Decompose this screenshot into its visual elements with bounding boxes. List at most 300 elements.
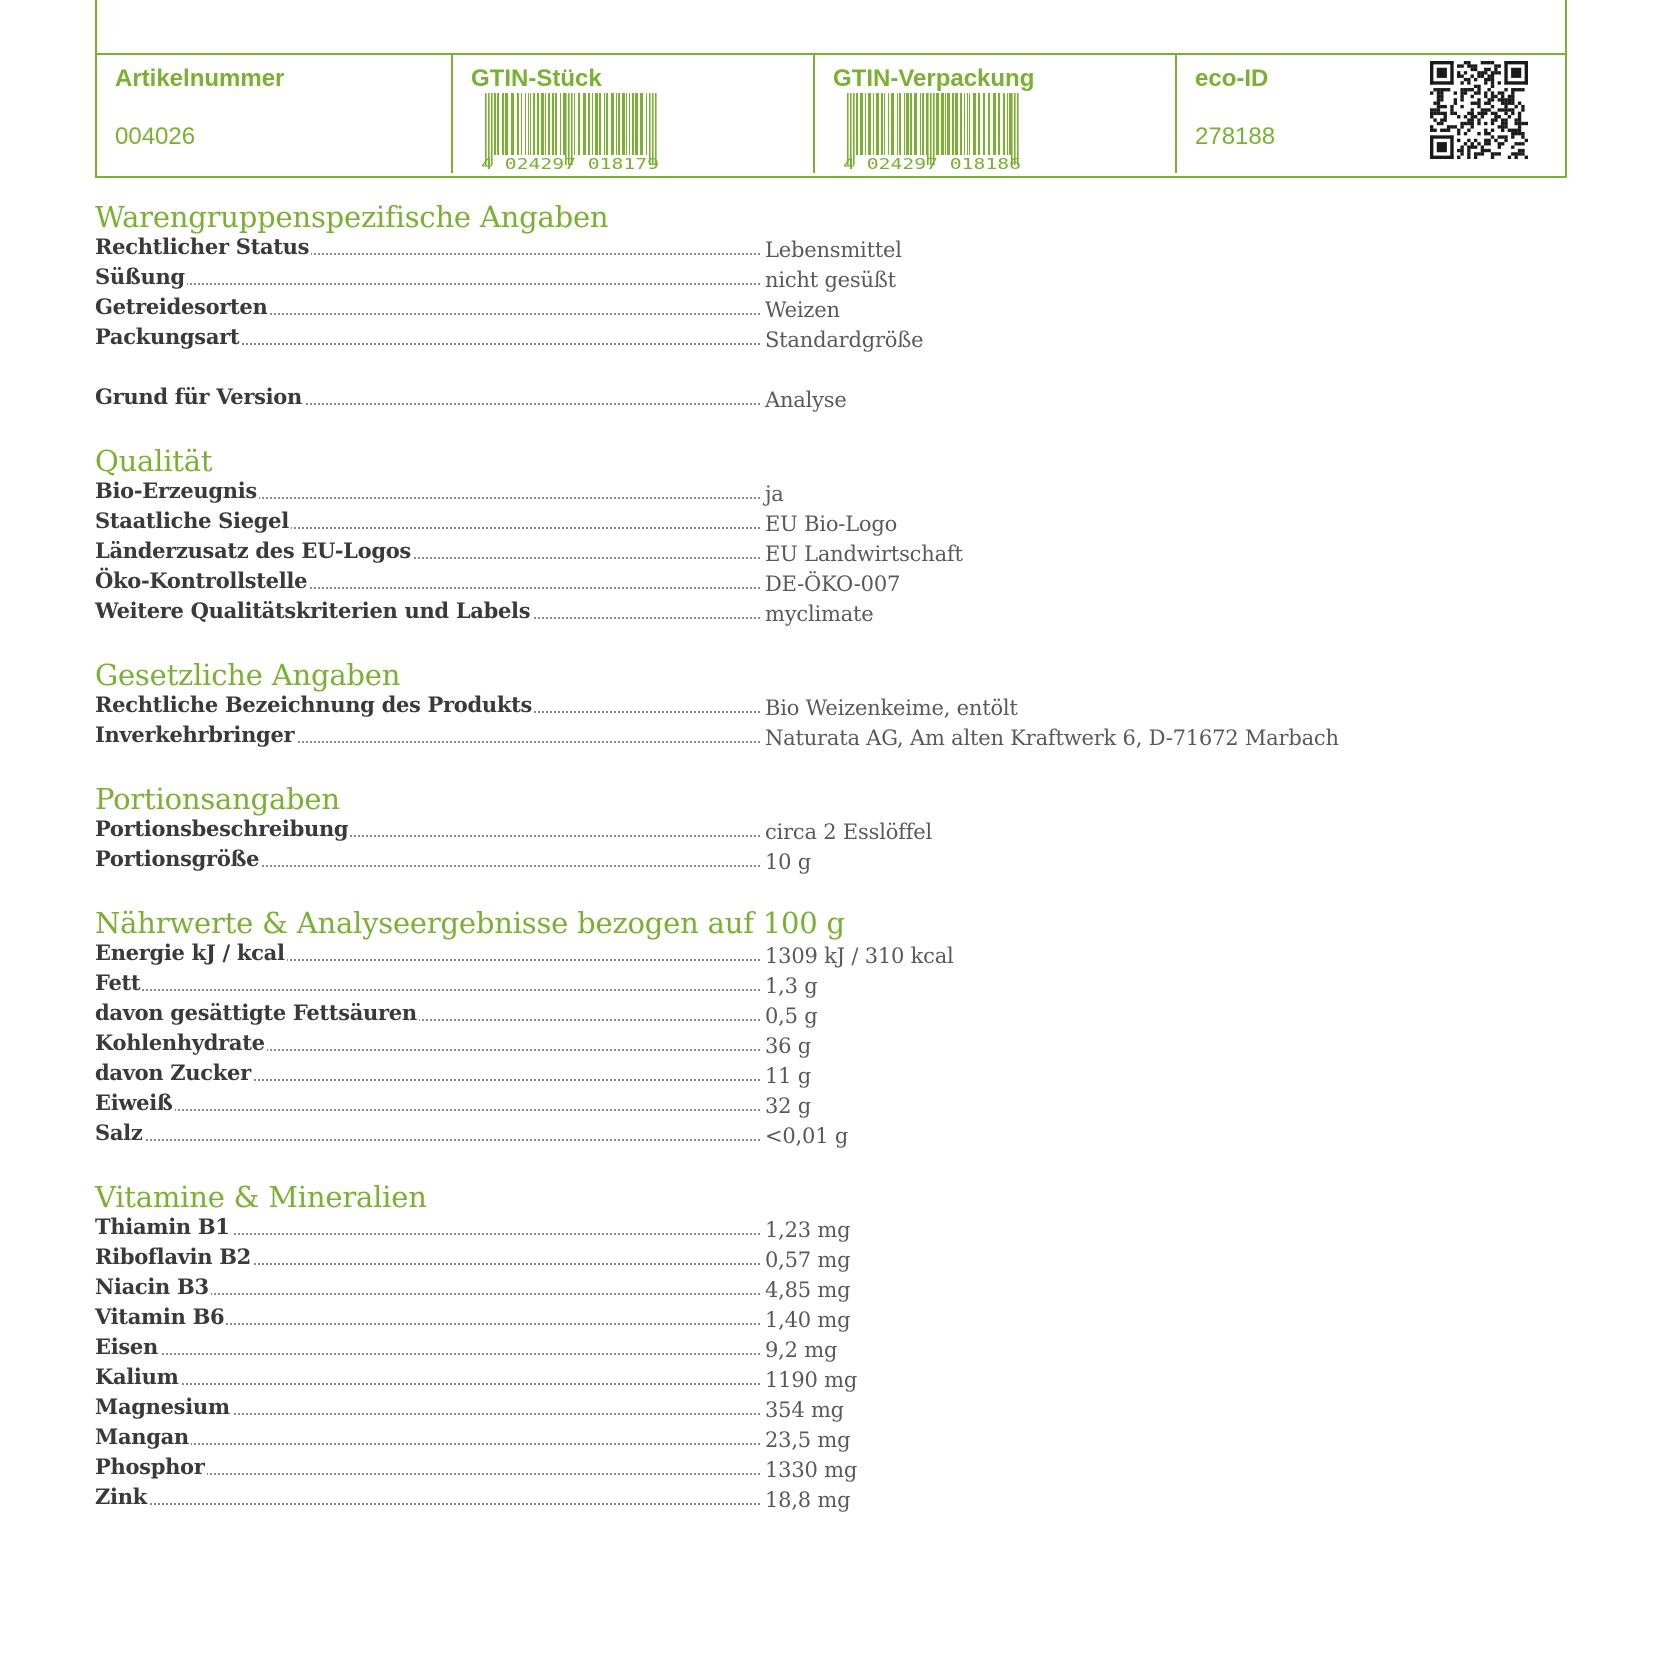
barcode-bar	[876, 93, 879, 155]
qr-module	[1508, 129, 1511, 132]
qr-module	[1504, 112, 1507, 115]
barcode-bar	[1009, 93, 1011, 155]
qr-module	[1518, 122, 1521, 125]
qr-module	[1501, 108, 1504, 111]
qr-module	[1504, 122, 1507, 125]
qr-module	[1471, 102, 1474, 105]
barcode-bar	[611, 93, 614, 155]
qr-module	[1467, 139, 1470, 142]
qr-code-icon	[1430, 61, 1528, 159]
spec-row	[95, 1090, 1555, 1120]
qr-module	[1514, 118, 1517, 121]
qr-module	[1491, 95, 1494, 98]
qr-module	[1474, 156, 1477, 159]
qr-module	[1460, 122, 1463, 125]
qr-module	[1440, 122, 1443, 125]
qr-module	[1514, 129, 1517, 132]
spec-row	[95, 1274, 1555, 1304]
dot-leader	[95, 1383, 760, 1385]
qr-module	[1487, 75, 1490, 78]
barcode-bar	[530, 93, 531, 155]
qr-module	[1518, 152, 1521, 155]
qr-module	[1477, 142, 1480, 145]
spec-value: 354 mg	[765, 1398, 844, 1422]
spec-row	[95, 538, 1555, 568]
spec-label: Rechtliche Bezeichnung des Produkts	[95, 692, 533, 717]
spec-label: Phosphor	[95, 1454, 205, 1479]
qr-module	[1498, 115, 1501, 118]
qr-module	[1514, 105, 1517, 108]
eco-id-value: 278188	[1195, 123, 1276, 150]
qr-module	[1430, 61, 1454, 64]
spec-value: EU Bio-Logo	[765, 512, 898, 536]
qr-module	[1464, 78, 1467, 81]
spec-value: 4,85 mg	[765, 1278, 851, 1302]
qr-module	[1491, 61, 1494, 64]
qr-module	[1430, 91, 1433, 94]
spec-row	[95, 816, 1555, 846]
qr-module	[1501, 118, 1504, 121]
spec-value: nicht gesüßt	[765, 268, 896, 292]
qr-module	[1521, 105, 1524, 108]
spec-row	[95, 970, 1555, 1000]
barcode-bar	[578, 93, 580, 155]
qr-module	[1484, 149, 1487, 152]
barcode-bar	[505, 93, 508, 155]
qr-module	[1501, 142, 1504, 145]
barcode-bar	[537, 93, 539, 155]
barcode-bar	[626, 93, 627, 155]
dot-leader	[95, 1503, 760, 1505]
barcode-bar	[555, 93, 557, 155]
qr-module	[1467, 156, 1470, 159]
gtin-package-label: GTIN-Verpackung	[833, 65, 1035, 92]
qr-module	[1498, 81, 1501, 84]
qr-module	[1450, 108, 1453, 111]
qr-module	[1474, 152, 1477, 155]
qr-module	[1484, 102, 1487, 105]
barcode-bar	[904, 93, 905, 155]
qr-module	[1454, 91, 1457, 94]
qr-module	[1444, 112, 1447, 115]
spec-value: 11 g	[765, 1064, 812, 1088]
qr-module	[1484, 81, 1487, 84]
gtin-piece-barcode	[481, 91, 661, 171]
qr-module	[1471, 95, 1474, 98]
qr-module	[1487, 78, 1490, 81]
qr-module	[1467, 64, 1470, 67]
qr-module	[1467, 145, 1470, 148]
qr-module	[1504, 118, 1507, 121]
qr-module	[1504, 61, 1507, 85]
dot-leader	[95, 989, 760, 991]
barcode-bar	[884, 93, 885, 155]
spec-row	[95, 568, 1555, 598]
qr-module	[1460, 81, 1463, 84]
qr-module	[1521, 135, 1524, 138]
spec-label: Packungsart	[95, 324, 240, 349]
barcode-bar	[592, 93, 593, 155]
spec-row	[95, 940, 1555, 970]
spec-row	[95, 1424, 1555, 1454]
qr-module	[1460, 95, 1463, 98]
qr-module	[1487, 139, 1490, 142]
qr-module	[1504, 105, 1507, 108]
qr-module	[1467, 149, 1470, 152]
qr-module	[1464, 91, 1467, 94]
barcode-bar	[914, 93, 917, 155]
qr-module	[1484, 132, 1487, 135]
qr-module	[1477, 75, 1480, 78]
qr-module	[1471, 118, 1474, 121]
spec-value: 36 g	[765, 1034, 812, 1058]
qr-module	[1518, 112, 1521, 115]
qr-module	[1511, 152, 1514, 155]
qr-module	[1491, 81, 1494, 84]
qr-module	[1501, 95, 1504, 98]
qr-module	[1511, 112, 1514, 115]
spec-label: Grund für Version	[95, 384, 302, 409]
qr-module	[1514, 132, 1517, 135]
qr-module	[1498, 64, 1501, 67]
qr-module	[1467, 118, 1470, 121]
qr-module	[1498, 142, 1501, 145]
qr-module	[1471, 68, 1474, 71]
barcode-bar	[646, 93, 647, 155]
qr-module	[1484, 139, 1487, 142]
qr-module	[1467, 78, 1470, 81]
barcode-bar	[545, 93, 546, 155]
qr-module	[1511, 135, 1514, 138]
qr-module	[1491, 98, 1494, 101]
barcode-bar	[920, 93, 921, 155]
qr-module	[1440, 95, 1443, 98]
qr-module	[1514, 142, 1517, 145]
barcode-bar	[525, 93, 526, 155]
qr-module	[1494, 115, 1497, 118]
spec-label: Weitere Qualitätskriterien und Labels	[95, 598, 531, 623]
qr-module	[1464, 115, 1467, 118]
qr-module	[1471, 142, 1474, 145]
qr-module	[1521, 132, 1524, 135]
qr-module	[1511, 98, 1514, 101]
qr-module	[1440, 118, 1443, 121]
barcode-number: 4 024297 018186	[843, 155, 1021, 171]
spec-row	[95, 1304, 1555, 1334]
qr-module	[1474, 139, 1477, 142]
qr-module	[1437, 102, 1440, 105]
section-title: Qualität	[95, 444, 213, 478]
qr-module	[1471, 145, 1474, 148]
qr-module	[1514, 152, 1517, 155]
qr-module	[1437, 91, 1440, 94]
barcode-bar	[616, 93, 617, 155]
section-title: Gesetzliche Angaben	[95, 658, 401, 692]
qr-module	[1477, 71, 1480, 74]
barcode-bar	[494, 93, 496, 155]
qr-module	[1430, 108, 1433, 111]
qr-module	[1460, 125, 1463, 128]
spec-label: Kohlenhydrate	[95, 1030, 265, 1055]
qr-module	[1487, 102, 1490, 105]
qr-module	[1440, 129, 1443, 132]
qr-module	[1484, 129, 1487, 132]
qr-module	[1430, 81, 1454, 84]
barcode-bar	[860, 93, 863, 155]
eco-id-cell	[1175, 55, 1565, 173]
qr-module	[1511, 129, 1514, 132]
qr-module	[1491, 122, 1494, 125]
qr-module	[1511, 68, 1521, 78]
qr-module	[1487, 108, 1490, 111]
qr-module	[1471, 112, 1474, 115]
qr-module	[1457, 115, 1460, 118]
qr-module	[1454, 112, 1457, 115]
barcode-bar	[906, 93, 909, 155]
qr-module	[1464, 132, 1467, 135]
barcode-bar	[541, 93, 544, 155]
qr-module	[1511, 145, 1514, 148]
barcode-bar	[941, 93, 944, 155]
qr-module	[1481, 115, 1484, 118]
qr-module	[1494, 112, 1497, 115]
qr-module	[1444, 105, 1447, 108]
qr-module	[1437, 108, 1440, 111]
section-title: Nährwerte & Analyseergebnisse bezogen auf 100 g	[95, 906, 845, 940]
qr-module	[1508, 156, 1511, 159]
qr-module	[1514, 122, 1517, 125]
qr-module	[1498, 125, 1501, 128]
qr-module	[1474, 115, 1477, 118]
barcode-bar	[606, 93, 608, 155]
qr-module	[1437, 142, 1447, 152]
barcode-bar	[622, 93, 625, 155]
barcode-bar	[873, 93, 874, 155]
spec-row	[95, 1364, 1555, 1394]
spec-value: 1330 mg	[765, 1458, 858, 1482]
qr-module	[1504, 88, 1507, 91]
spec-row	[95, 692, 1555, 722]
spec-label: Bio-Erzeugnis	[95, 478, 257, 503]
qr-module	[1508, 98, 1511, 101]
spec-value: Naturata AG, Am alten Kraftwerk 6, D-71672 Marbach	[765, 726, 1339, 750]
qr-module	[1430, 61, 1433, 85]
qr-module	[1484, 112, 1487, 115]
spec-value: EU Landwirtschaft	[765, 542, 963, 566]
qr-module	[1433, 129, 1436, 132]
qr-module	[1508, 95, 1511, 98]
qr-module	[1504, 125, 1507, 128]
spec-value: Analyse	[765, 388, 847, 412]
qr-module	[1491, 75, 1494, 78]
barcode-bar	[632, 93, 634, 155]
barcode-bar	[936, 93, 939, 155]
gtin-package-cell	[813, 55, 1175, 173]
qr-module	[1474, 102, 1477, 105]
article-number-value: 004026	[115, 123, 196, 150]
qr-module	[1474, 64, 1477, 67]
qr-module	[1430, 156, 1454, 159]
barcode-number: 4 024297 018179	[481, 155, 659, 171]
barcode-bar	[998, 93, 1000, 155]
spec-row	[95, 1484, 1555, 1514]
qr-module	[1491, 71, 1494, 74]
spec-label: Zink	[95, 1484, 147, 1509]
barcode-bar	[583, 93, 586, 155]
qr-module	[1481, 71, 1484, 74]
qr-module	[1518, 88, 1521, 91]
qr-module	[1491, 152, 1494, 155]
barcode-bar	[588, 93, 590, 155]
qr-module	[1474, 145, 1477, 148]
qr-module	[1460, 152, 1463, 155]
barcode-bar	[973, 93, 976, 155]
barcode-bar	[899, 93, 901, 155]
barcode-bar	[952, 93, 954, 155]
qr-module	[1444, 129, 1447, 132]
barcode-bar	[993, 93, 996, 155]
qr-module	[1444, 88, 1447, 91]
barcode-bar	[599, 93, 601, 155]
spec-label: Staatliche Siegel	[95, 508, 289, 533]
barcode-bar	[560, 93, 561, 155]
barcode-bar	[945, 93, 946, 155]
qr-module	[1487, 142, 1490, 145]
gtin-piece-label: GTIN-Stück	[471, 65, 602, 92]
barcode-bar	[891, 93, 894, 155]
spec-label: Salz	[95, 1120, 143, 1145]
qr-module	[1487, 132, 1490, 135]
qr-module	[1433, 102, 1436, 105]
qr-module	[1491, 129, 1494, 132]
qr-module	[1501, 135, 1504, 138]
barcode-bar	[978, 93, 980, 155]
spec-value: 18,8 mg	[765, 1488, 851, 1512]
qr-module	[1484, 95, 1487, 98]
barcode-bar	[926, 93, 927, 155]
qr-module	[1450, 135, 1453, 159]
barcode-bar	[865, 93, 866, 155]
spec-label: Rechtlicher Status	[95, 234, 310, 259]
qr-module	[1501, 102, 1504, 105]
qr-module	[1487, 98, 1490, 101]
qr-module	[1477, 152, 1480, 155]
qr-module	[1481, 61, 1484, 64]
qr-module	[1477, 105, 1480, 108]
barcode-bar	[856, 93, 858, 155]
qr-module	[1430, 115, 1433, 118]
spec-label: Portionsgröße	[95, 846, 260, 871]
spec-value: DE-ÖKO-007	[765, 572, 901, 596]
spec-row	[95, 384, 1555, 414]
qr-module	[1450, 105, 1453, 108]
qr-module	[1484, 61, 1487, 64]
qr-module	[1471, 64, 1474, 67]
barcode-bar	[533, 93, 535, 155]
barcode-bar	[983, 93, 985, 155]
spec-row	[95, 1394, 1555, 1424]
spec-label: Süßung	[95, 264, 185, 289]
qr-module	[1467, 122, 1470, 125]
qr-module	[1481, 145, 1484, 148]
qr-module	[1477, 122, 1480, 125]
article-number-label: Artikelnummer	[115, 65, 285, 92]
spec-label: Energie kJ / kcal	[95, 940, 285, 965]
spec-row	[95, 1334, 1555, 1364]
barcode-bar	[969, 93, 970, 155]
qr-module	[1477, 112, 1480, 115]
dot-leader	[95, 1353, 760, 1355]
qr-module	[1450, 125, 1453, 128]
qr-module	[1484, 108, 1487, 111]
qr-module	[1508, 115, 1511, 118]
qr-module	[1491, 91, 1494, 94]
eco-id-label: eco-ID	[1195, 65, 1269, 92]
qr-module	[1457, 132, 1460, 135]
qr-module	[1498, 145, 1501, 148]
qr-module	[1487, 149, 1490, 152]
barcode-bar	[955, 93, 958, 155]
barcode-bar	[629, 93, 630, 155]
spec-label: Thiamin B1	[95, 1214, 230, 1239]
spec-value: myclimate	[765, 602, 874, 626]
spec-label: davon Zucker	[95, 1060, 251, 1085]
qr-module	[1467, 152, 1470, 155]
spec-row	[95, 1030, 1555, 1060]
qr-module	[1444, 115, 1447, 118]
qr-module	[1447, 88, 1450, 91]
qr-module	[1440, 91, 1443, 94]
qr-module	[1491, 112, 1494, 115]
qr-module	[1471, 115, 1474, 118]
qr-module	[1467, 61, 1470, 64]
qr-module	[1508, 102, 1511, 105]
qr-module	[1501, 125, 1504, 128]
qr-module	[1521, 108, 1524, 111]
spec-label: Portionsbeschreibung	[95, 816, 349, 841]
spec-row	[95, 508, 1555, 538]
spec-value: Bio Weizenkeime, entölt	[765, 696, 1018, 720]
qr-module	[1457, 64, 1460, 67]
qr-module	[1457, 75, 1460, 78]
product-id-header	[95, 0, 1567, 178]
qr-module	[1430, 129, 1433, 132]
qr-module	[1457, 139, 1460, 142]
barcode-bar	[618, 93, 620, 155]
qr-module	[1511, 91, 1514, 94]
spec-value: 9,2 mg	[765, 1338, 838, 1362]
spec-label: Eiweiß	[95, 1090, 173, 1115]
gtin-piece-cell	[451, 55, 813, 173]
qr-module	[1491, 135, 1494, 138]
spec-row	[95, 234, 1555, 264]
qr-module	[1511, 132, 1514, 135]
qr-module	[1504, 102, 1507, 105]
barcode-bar	[964, 93, 965, 155]
spec-label: Fett	[95, 970, 141, 995]
qr-module	[1450, 61, 1453, 85]
barcode-bar	[511, 93, 514, 155]
qr-module	[1474, 85, 1477, 88]
qr-module	[1504, 61, 1528, 64]
qr-module	[1514, 88, 1517, 91]
qr-module	[1464, 122, 1467, 125]
qr-module	[1437, 68, 1447, 78]
dot-leader	[95, 1443, 760, 1445]
qr-module	[1471, 88, 1474, 91]
qr-module	[1430, 135, 1433, 159]
qr-module	[1501, 129, 1504, 132]
